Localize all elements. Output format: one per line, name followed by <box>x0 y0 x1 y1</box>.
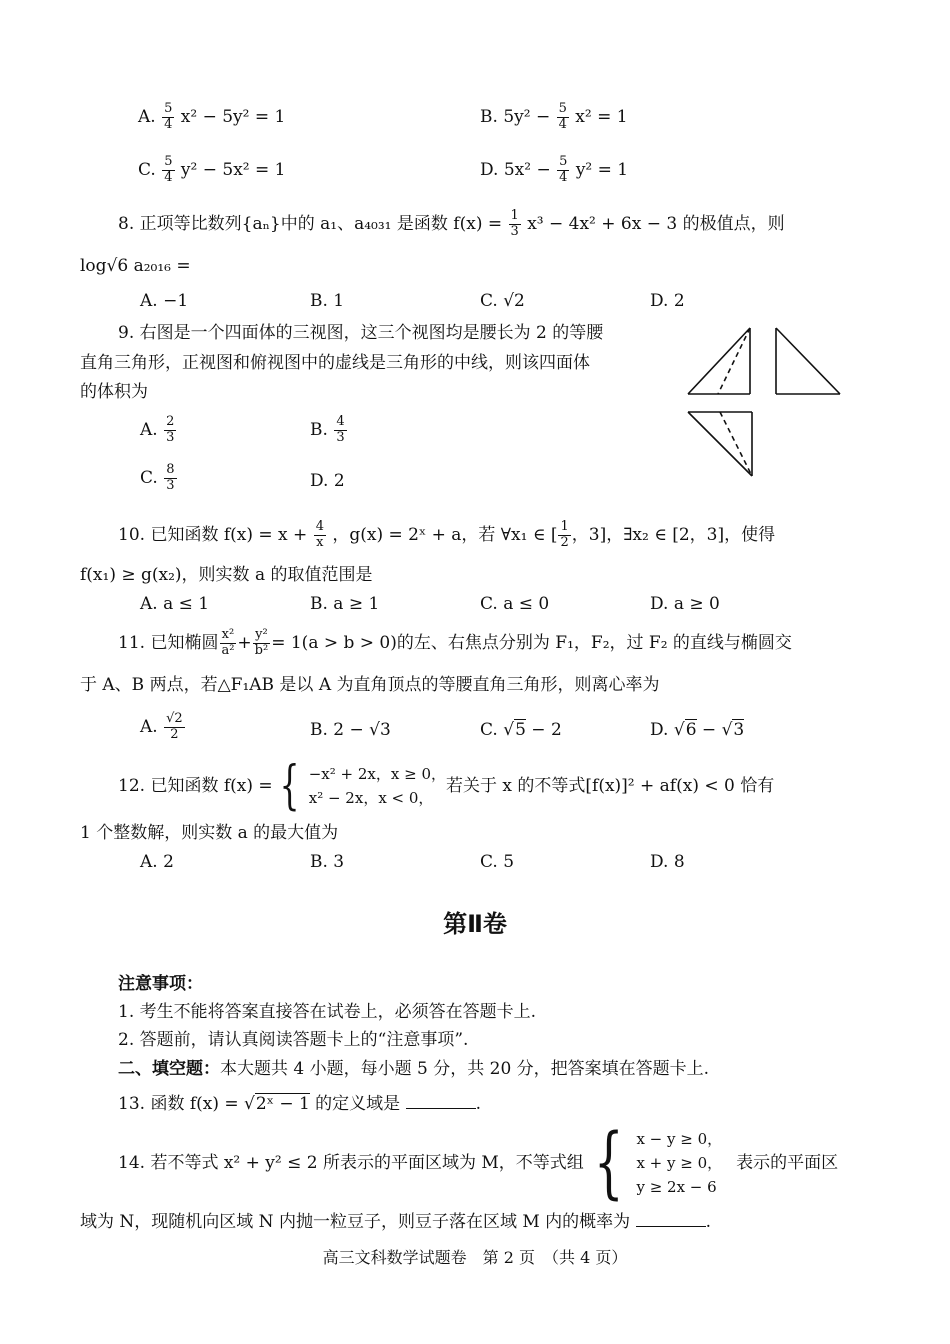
fraction: $\frac{5}{4}$ <box>164 101 173 132</box>
q8-line2: log√6 a₂₀₁₆ = <box>80 256 191 276</box>
question-text: = 1(a > b > 0)的左、右焦点分别为 F₁，F₂，过 F₂ 的直线与椭圆交 <box>271 632 792 653</box>
question-text: x³ − 4x² + 6x − 3 的极值点，则 <box>527 213 785 234</box>
sqrt-radicand: 2ˣ − 1 <box>255 1094 310 1114</box>
option-text: − <box>696 720 722 740</box>
q8-option-c: C. √2 <box>480 291 525 311</box>
option-text: x² − 5y² = 1 <box>180 106 286 127</box>
piecewise-definition <box>273 756 446 816</box>
q14-line2 <box>80 1212 711 1231</box>
piecewise-case: x² − 2x，x < 0， <box>308 789 434 807</box>
q12-option-b: B. 3 <box>310 852 345 872</box>
q8-option-d: D. 2 <box>650 291 685 311</box>
side-view-triangle <box>776 328 840 394</box>
left-brace: { <box>279 756 300 816</box>
answer-blank[interactable] <box>636 1212 706 1227</box>
q10-line2: f(x₁) ≥ g(x₂)，则实数 a 的取值范围是 <box>80 565 373 585</box>
q9-line3: 的体积为 <box>80 382 148 402</box>
inequality-row: y ≥ 2x − 6 <box>636 1178 717 1196</box>
q12-line1 <box>118 756 775 816</box>
option-label: A. <box>138 106 156 127</box>
question-text: 若关于 x 的不等式[f(x)]² + af(x) < 0 恰有 <box>446 775 775 796</box>
q7-option-d <box>480 155 628 186</box>
option-text: 5y² − <box>503 106 556 127</box>
fraction: $\frac{2}{3}$ <box>166 414 175 445</box>
q8-option-a: A. −1 <box>140 291 189 311</box>
fill-in-section <box>118 1061 709 1078</box>
note-2: 2. 答题前，请认真阅读答题卡上的“注意事项”. <box>118 1030 469 1050</box>
option-label: B. <box>480 106 498 127</box>
q12-option-c: C. 5 <box>480 852 515 872</box>
question-text: . <box>475 1094 481 1114</box>
fraction: $\frac{8}{3}$ <box>166 462 175 493</box>
option-label: C. <box>138 159 156 180</box>
q8-option-b: B. 1 <box>310 291 345 311</box>
q10-option-c: C. a ≤ 0 <box>480 594 550 614</box>
option-text: 5x² − <box>503 159 557 180</box>
q8-line1 <box>118 209 785 240</box>
q9-line1: 9. 右图是一个四面体的三视图，这三个视图均是腰长为 2 的等腰 <box>118 323 604 343</box>
q9-option-a <box>140 415 177 446</box>
sqrt-radicand: 5 <box>515 720 526 740</box>
inequality-row: x + y ≥ 0， <box>636 1154 723 1172</box>
q12-option-a: A. 2 <box>140 852 174 872</box>
fraction: $\frac{√2}{2}$ <box>166 711 183 742</box>
q14-line1 <box>118 1118 839 1208</box>
front-view-triangle <box>688 328 750 394</box>
q12-option-d: D. 8 <box>650 852 685 872</box>
fill-instructions: 本大题共 4 小题，每小题 5 分，共 20 分，把答案填在答题卡上. <box>220 1059 710 1079</box>
q10-option-a: A. a ≤ 1 <box>140 594 210 614</box>
fill-heading: 二、填空题： <box>118 1059 220 1079</box>
option-label: A. <box>140 716 158 737</box>
fraction: $\frac{\text{y²}}{\text{b²}}$ <box>254 627 269 658</box>
option-label: D. <box>650 720 674 740</box>
note-1: 1. 考生不能将答案直接答在试卷上，必须答在答题卡上. <box>118 1002 537 1022</box>
notes-heading: 注意事项： <box>118 974 203 994</box>
q11-option-a <box>140 712 186 743</box>
q13-line: 13. 函数 f(x) = √2ˣ − 1 的定义域是 . <box>118 1094 481 1114</box>
question-text: 13. 函数 f(x) = <box>118 1094 245 1114</box>
sqrt-radicand: 3 <box>733 720 745 740</box>
section-title: 第Ⅱ卷 <box>443 910 507 938</box>
fraction: $\frac{1}{2}$ <box>560 519 569 550</box>
option-text: − 2 <box>525 720 562 740</box>
top-view-triangle <box>688 412 752 476</box>
question-text: 域为 N，现随机向区域 N 内抛一粒豆子，则豆子落在区域 M 内的概率为 <box>80 1212 631 1232</box>
question-text: . <box>705 1212 711 1232</box>
fraction: $\frac{\text{x²}}{\text{a²}}$ <box>221 627 235 658</box>
q10-option-b: B. a ≥ 1 <box>310 594 380 614</box>
q11-line2: 于 A、B 两点，若△F₁AB 是以 A 为直角顶点的等腰直角三角形，则离心率为 <box>80 675 660 695</box>
piecewise-case: −x² + 2x，x ≥ 0， <box>308 765 446 783</box>
question-text: ，g(x) = 2ˣ + a，若 ∀x₁ ∈ [ <box>332 524 558 545</box>
question-text: 表示的平面区 <box>736 1152 839 1173</box>
q11-option-d: D. √6 − √3 <box>650 720 745 740</box>
three-view-figure <box>680 320 850 480</box>
q11-option-c: C. √5 − 2 <box>480 720 562 740</box>
question-text: 的定义域是 <box>309 1094 401 1114</box>
q9-line2: 直角三角形，正视图和俯视图中的虚线是三角形的中线，则该四面体 <box>80 353 590 373</box>
q7-option-b <box>480 102 628 133</box>
option-label: D. <box>480 159 499 180</box>
option-label: B. <box>310 419 328 440</box>
question-text: + <box>237 632 252 653</box>
question-text: 8. 正项等比数列{aₙ}中的 a₁、a₄₀₃₁ 是函数 f(x) = <box>118 213 508 234</box>
question-text: ，3]，∃x₂ ∈ [2，3]，使得 <box>571 524 776 545</box>
option-text: x² = 1 <box>575 106 628 127</box>
fraction: $\frac{4}{3}$ <box>336 414 345 445</box>
q9-option-b <box>310 415 348 446</box>
q9-option-c <box>140 463 178 494</box>
fraction: $\frac{5}{4}$ <box>164 154 173 185</box>
q12-line2: 1 个整数解，则实数 a 的最大值为 <box>80 823 339 843</box>
q10-option-d: D. a ≥ 0 <box>650 594 720 614</box>
question-text: 14. 若不等式 x² + y² ≤ 2 所表示的平面区域为 M，不等式组 <box>118 1152 584 1173</box>
fraction: $\frac{4}{x}$ <box>315 519 324 550</box>
answer-blank[interactable] <box>406 1094 476 1109</box>
fraction: $\frac{5}{4}$ <box>558 101 567 132</box>
inequality-row: x − y ≥ 0， <box>636 1130 723 1148</box>
option-label: C. <box>140 467 158 488</box>
left-brace: { <box>593 1118 624 1208</box>
option-text: y² − 5x² = 1 <box>180 159 286 180</box>
fraction: $\frac{1}{3}$ <box>510 208 519 239</box>
question-text: 10. 已知函数 f(x) = x + <box>118 524 313 545</box>
fraction: $\frac{5}{4}$ <box>559 154 568 185</box>
inequality-system <box>584 1118 723 1208</box>
q7-option-a <box>138 102 285 133</box>
question-text: 11. 已知椭圆 <box>118 632 219 653</box>
q11-line1 <box>118 628 792 659</box>
question-text: 12. 已知函数 f(x) = <box>118 775 273 796</box>
option-text: y² = 1 <box>575 159 629 180</box>
q7-option-c <box>138 155 285 186</box>
sqrt-radicand: 6 <box>685 720 697 740</box>
option-label: C. <box>480 720 504 740</box>
q10-line1 <box>118 520 775 551</box>
option-label: A. <box>140 419 158 440</box>
q9-option-d: D. 2 <box>310 471 345 491</box>
q11-option-b: B. 2 − √3 <box>310 720 391 740</box>
page-footer: 高三文科数学试题卷 第 2 页 （共 4 页） <box>322 1248 628 1267</box>
